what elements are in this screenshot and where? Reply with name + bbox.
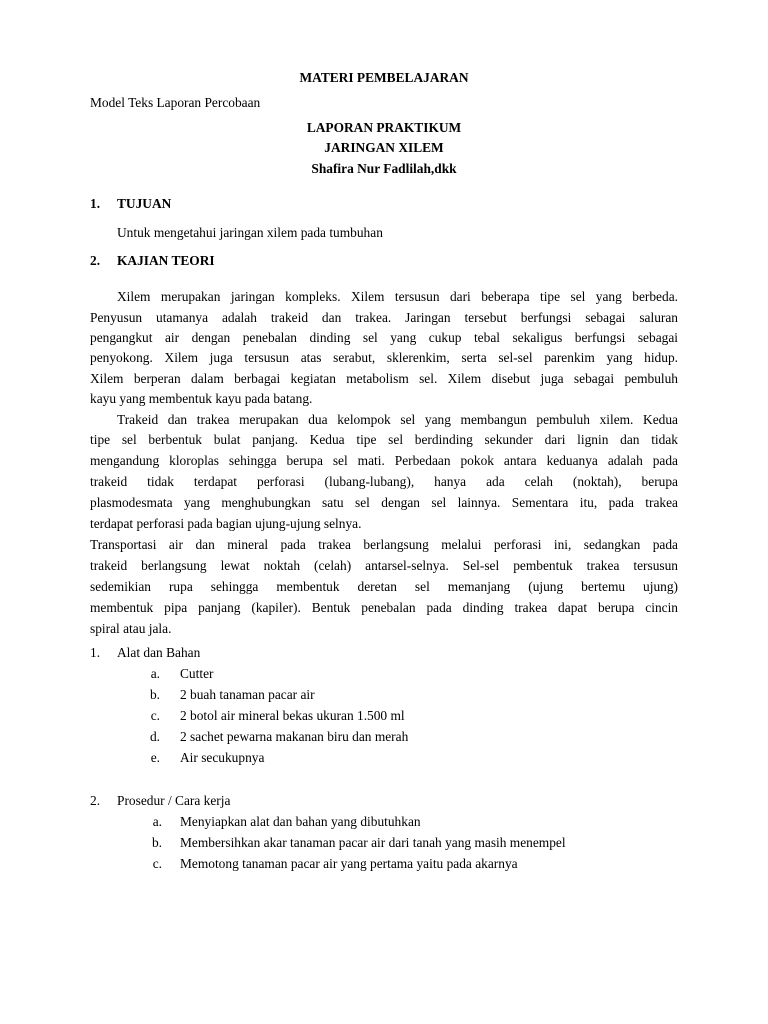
paragraph-line: sedemikian rupa sehingga membentuk deretan sel memanjang (ujung bertemu ujung) [90,579,678,594]
section-heading-text: TUJUAN [117,196,172,211]
paragraph-line: trakeid berlangsung lewat noktah (celah) antarsel-selnya. Sel-sel pembentuk trakea tersusun [90,558,678,573]
paragraph-line: Penyusun utamanya adalah trakeid dan trakea. Jaringan tersebut berfungsi sebagai saluran [90,310,678,325]
paragraph-line: Transportasi air dan mineral pada trakea berlangsung melalui perforasi ini, sedangkan pada [90,537,678,552]
list-number: 2. [90,793,101,808]
paragraph-line: spiral atau jala. [90,621,172,636]
paragraph-line: mengandung kloroplas sehingga berupa sel mati. Perbedaan pokok antara keduanya adalah pada [90,453,678,468]
list-heading-text: Prosedur / Cara kerja [117,793,231,808]
tujuan-text: Untuk mengetahui jaringan xilem pada tumbuhan [117,225,383,240]
paragraph-line: plasmodesmata yang menghubungkan satu sel dengan sel lainnya. Sementara itu, pada trakea [90,495,678,510]
paragraph-line: Xilem berperan dalam berbagai kegiatan metabolism sel. Xilem disebut juga sebagai pembuluh [90,371,678,386]
paragraph-line: Xilem merupakan jaringan kompleks. Xilem tersusun dari beberapa tipe sel yang berbeda. [117,289,678,304]
paragraph-line: membentuk pipa panjang (kapiler). Bentuk penebalan pada dinding trakea dapat berupa cincin [90,600,678,615]
paragraph-line: trakeid tidak terdapat perforasi (lubang-lubang), hanya ada celah (noktah), berupa [90,474,678,489]
document-subtitle: Model Teks Laporan Percobaan [90,95,261,110]
section-number: 1. [90,196,101,211]
document-title: MATERI PEMBELAJARAN [299,70,469,85]
paragraph-line: kayu yang membentuk kayu pada batang. [90,391,313,406]
list-number: 1. [90,645,101,660]
paragraph-line: pengangkut air dengan penebalan dinding sel yang cukup tebal sekaligus berfungsi sebagai [90,330,678,345]
report-topic: JARINGAN XILEM [324,140,444,155]
paragraph-line: penyokong. Xilem juga tersusun atas serabut, sklerenkim, serta sel-sel parenkim yang hidup. [90,350,678,365]
report-author: Shafira Nur Fadlilah,dkk [311,161,457,176]
section-heading-text: KAJIAN TEORI [117,253,215,268]
section-number: 2. [90,253,101,268]
report-title: LAPORAN PRAKTIKUM [306,120,462,135]
list-heading-text: Alat dan Bahan [117,645,201,660]
paragraph-line: tipe sel berbentuk bulat panjang. Kedua tipe sel berdinding sekunder dari lignin dan tidak [90,432,678,447]
paragraph-line: Trakeid dan trakea merupakan dua kelompok sel yang membangun pembuluh xilem. Kedua [117,412,678,427]
paragraph-line: terdapat perforasi pada bagian ujung-ujung selnya. [90,516,362,531]
